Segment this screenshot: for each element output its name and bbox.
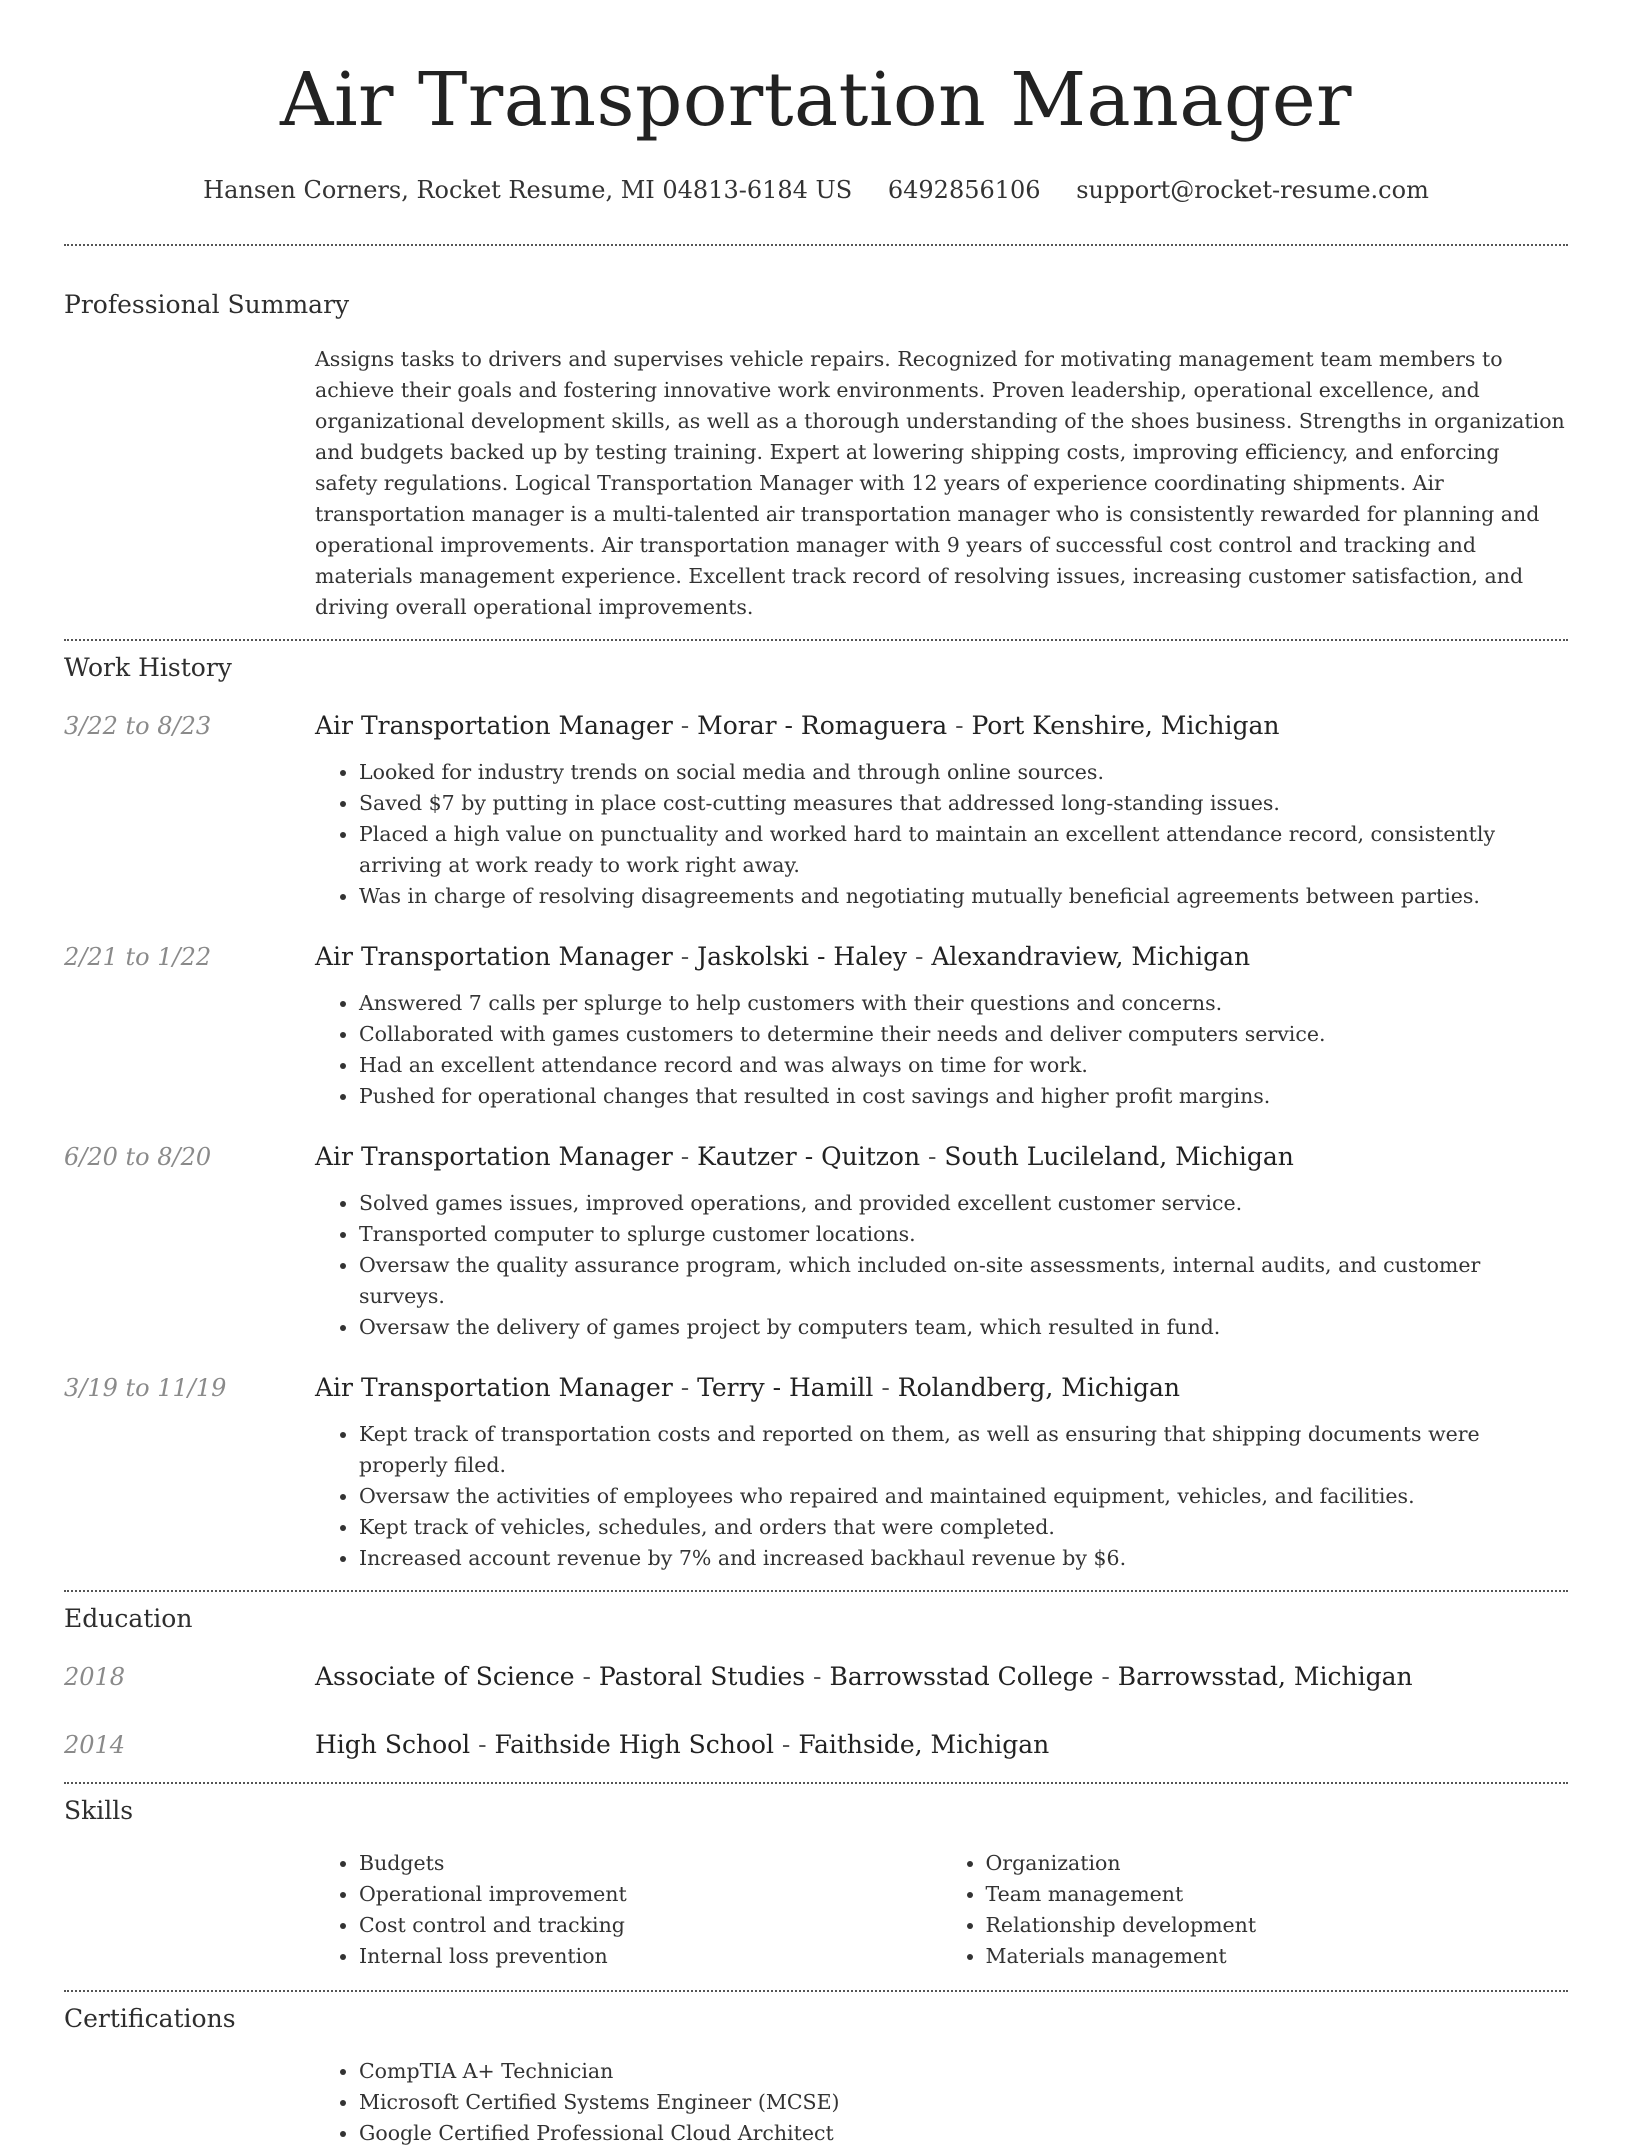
divider xyxy=(64,1590,1568,1592)
job-entry xyxy=(64,1371,1568,1574)
section-title-education: Education xyxy=(64,1604,193,1633)
education-entry xyxy=(64,1728,1568,1762)
job-company: Morar - Romaguera xyxy=(697,711,948,740)
certification-item: • CompTIA A+ Technician xyxy=(359,2056,1568,2087)
job-entry xyxy=(64,940,1568,1112)
certifications-section xyxy=(64,2002,1568,2149)
job-location: Rolandberg, Michigan xyxy=(897,1373,1180,1402)
job-title: Air Transportation Manager - Morar - Romaguera - Port Kenshire, Michigan xyxy=(315,711,1280,740)
education-degree: Associate of Science xyxy=(315,1662,575,1691)
skills-list-left xyxy=(315,1848,942,1972)
job-role: Air Transportation Manager xyxy=(315,1142,673,1171)
skill-item: • Organization xyxy=(986,1848,1569,1879)
job-dates: 2/21 to 1/22 xyxy=(64,943,212,971)
certification-item: • Microsoft Certified Systems Engineer (MCSE) xyxy=(359,2087,1568,2118)
job-role: Air Transportation Manager xyxy=(315,711,673,740)
job-bullet: • Increased account revenue by 7% and increased backhaul revenue by $6. xyxy=(359,1543,1568,1574)
job-bullet: • Collaborated with games customers to determine their needs and deliver computers service. xyxy=(359,1019,1568,1050)
contact-email: support@rocket-resume.com xyxy=(1076,176,1429,204)
job-bullet: • Kept track of vehicles, schedules, and orders that were completed. xyxy=(359,1512,1568,1543)
education-school: Barrowsstad College xyxy=(829,1662,1094,1691)
job-location: South Lucileland, Michigan xyxy=(944,1142,1294,1171)
job-company: Kautzer - Quitzon xyxy=(697,1142,921,1171)
job-bullet: • Looked for industry trends on social media and through online sources. xyxy=(359,757,1568,788)
education-title: High School - Faithside High School - Faithside, Michigan xyxy=(315,1730,1050,1759)
contact-line xyxy=(64,174,1568,206)
job-bullet: • Oversaw the delivery of games project by computers team, which resulted in fund. xyxy=(359,1312,1568,1343)
job-location: Alexandraview, Michigan xyxy=(931,942,1251,971)
education-title: Associate of Science - Pastoral Studies - Barrowsstad College - Barrowsstad, Michigan xyxy=(315,1662,1413,1691)
education-location: Faithside, Michigan xyxy=(798,1730,1050,1759)
divider xyxy=(64,1782,1568,1784)
job-bullets xyxy=(315,1188,1568,1343)
job-bullet: • Saved $7 by putting in place cost-cutting measures that addressed long-standing issues. xyxy=(359,788,1568,819)
contact-address: Hansen Corners, Rocket Resume, MI 04813-6184 US xyxy=(203,176,853,204)
skills-list-right xyxy=(942,1848,1569,1972)
job-bullet: • Transported computer to splurge customer locations. xyxy=(359,1219,1568,1250)
job-bullet: • Oversaw the quality assurance program, which included on-site assessments, internal audits, and customer surveys. xyxy=(359,1250,1568,1312)
contact-phone: 6492856106 xyxy=(887,176,1041,204)
job-location: Port Kenshire, Michigan xyxy=(971,711,1280,740)
job-bullet: • Pushed for operational changes that resulted in cost savings and higher profit margins. xyxy=(359,1081,1568,1112)
job-bullet: • Placed a high value on punctuality and worked hard to maintain an excellent attendance record, consistently arriving at work ready to work right away. xyxy=(359,819,1568,881)
job-title: Air Transportation Manager - Terry - Hamill - Rolandberg, Michigan xyxy=(315,1373,1180,1402)
skill-item: • Cost control and tracking xyxy=(359,1910,942,1941)
skill-item: • Operational improvement xyxy=(359,1879,942,1910)
job-bullet: • Answered 7 calls per splurge to help customers with their questions and concerns. xyxy=(359,988,1568,1019)
job-bullet: • Oversaw the activities of employees who repaired and maintained equipment, vehicles, and facilities. xyxy=(359,1481,1568,1512)
job-bullets xyxy=(315,1419,1568,1574)
job-dates: 3/22 to 8/23 xyxy=(64,712,212,740)
job-role: Air Transportation Manager xyxy=(315,942,673,971)
skill-item: • Relationship development xyxy=(986,1910,1569,1941)
work-section xyxy=(64,651,1568,1574)
summary-text: Assigns tasks to drivers and supervises vehicle repairs. Recognized for motivating management team members to achieve their goals and fostering innovative work environments. Proven leadership, operational excellence, and organizational development skills, as well as a thorough understanding of the shoes business. Strengths in organization and budgets backed up by testing training. Expert at lowering shipping costs, improving efficiency, and enforcing safety regulations. Logical Transportation Manager with 12 years of experience coordinating shipments. Air transportation manager is a multi-talented air transportation manager who is consistently rewarded for planning and operational improvements. Air transportation manager with 9 years of successful cost control and tracking and materials management experience. Excellent track record of resolving issues, increasing customer satisfaction, and driving overall operational improvements. xyxy=(315,347,1565,619)
section-title-certifications: Certifications xyxy=(64,2004,236,2033)
education-section xyxy=(64,1602,1568,1762)
divider xyxy=(64,244,1568,246)
skill-item: • Budgets xyxy=(359,1848,942,1879)
divider xyxy=(64,1990,1568,1992)
job-bullets xyxy=(315,988,1568,1112)
section-title-work: Work History xyxy=(64,653,232,682)
job-bullet: • Solved games issues, improved operations, and provided excellent customer service. xyxy=(359,1188,1568,1219)
job-title: Air Transportation Manager - Jaskolski - Haley - Alexandraview, Michigan xyxy=(315,942,1251,971)
education-entry xyxy=(64,1660,1568,1694)
certification-item: • Google Certified Professional Cloud Architect xyxy=(359,2118,1568,2149)
education-year: 2018 xyxy=(64,1663,126,1691)
education-degree: High School xyxy=(315,1730,471,1759)
education-year: 2014 xyxy=(64,1731,126,1759)
job-bullets xyxy=(315,757,1568,912)
skill-item: • Team management xyxy=(986,1879,1569,1910)
resume-page xyxy=(64,0,1568,2149)
job-title: Air Transportation Manager - Kautzer - Quitzon - South Lucileland, Michigan xyxy=(315,1142,1294,1171)
job-bullet: • Was in charge of resolving disagreements and negotiating mutually beneficial agreements between parties. xyxy=(359,881,1568,912)
job-dates: 6/20 to 8/20 xyxy=(64,1143,212,1171)
job-company: Terry - Hamill xyxy=(697,1373,874,1402)
skill-item: • Materials management xyxy=(986,1941,1569,1972)
resume-name: Air Transportation Manager xyxy=(280,57,1352,143)
job-bullet: • Kept track of transportation costs and reported on them, as well as ensuring that shipping documents were properly filed. xyxy=(359,1419,1568,1481)
job-entry xyxy=(64,709,1568,912)
job-entry xyxy=(64,1140,1568,1343)
divider xyxy=(64,639,1568,641)
section-title-summary: Professional Summary xyxy=(64,290,350,319)
summary-section xyxy=(64,288,1568,623)
job-dates: 3/19 to 11/19 xyxy=(64,1374,227,1402)
job-bullet: • Had an excellent attendance record and was always on time for work. xyxy=(359,1050,1568,1081)
skill-item: • Internal loss prevention xyxy=(359,1941,942,1972)
section-title-skills: Skills xyxy=(64,1796,134,1825)
education-school: Faithside High School xyxy=(494,1730,774,1759)
job-company: Jaskolski - Haley xyxy=(697,942,907,971)
certifications-list xyxy=(315,2056,1568,2149)
skills-section xyxy=(64,1794,1568,1972)
job-role: Air Transportation Manager xyxy=(315,1373,673,1402)
education-location: Barrowsstad, Michigan xyxy=(1117,1662,1413,1691)
education-field: Pastoral Studies xyxy=(598,1662,806,1691)
